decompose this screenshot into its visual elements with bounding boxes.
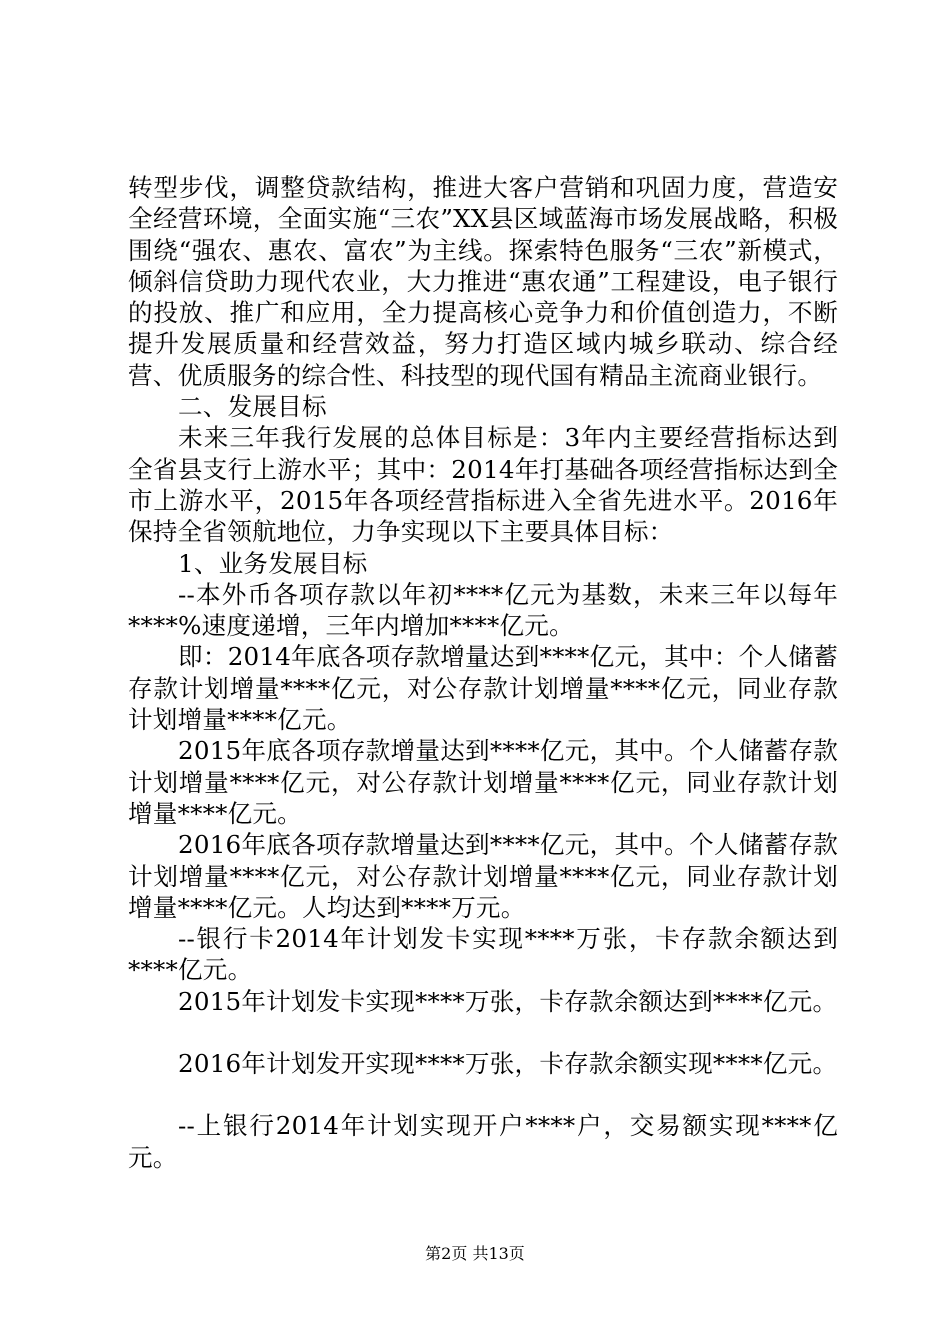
heading-business-goals: 1、业务发展目标 xyxy=(178,548,368,578)
paragraph-deposit-2016: 2016年底各项存款增量达到****亿元，其中。个人储蓄存款计划增量****亿元，对公存款计划增量****亿元，同业存款计划增量****亿元。人均达到****万元。 xyxy=(128,830,838,922)
paragraph-deposit-2014: 即：2014年底各项存款增量达到****亿元，其中：个人储蓄存款计划增量****亿元，对公存款计划增量****亿元，同业存款计划增量****亿元。 xyxy=(128,642,838,735)
paragraph-overall-goal: 未来三年我行发展的总体目标是：3年内主要经营指标达到全省县支行上游水平；其中：2014年打基础各项经营指标达到全市上游水平，2015年各项经营指标进入全省先进水平。2016年保持全省领航地位，力争实现以下主要具体目标： xyxy=(128,423,838,547)
body-text xyxy=(128,172,838,1173)
paragraph-deposit-2015: 2015年底各项存款增量达到****亿元，其中。个人储蓄存款计划增量****亿元，对公存款计划增量****亿元，同业存款计划增量****亿元。 xyxy=(128,736,838,828)
paragraph-strategy-continued: 转型步伐，调整贷款结构，推进大客户营销和巩固力度，营造安全经营环境，全面实施“三农”XX县区域蓝海市场发展战略，积极围绕“强农、惠农、富农”为主线。探索特色服务“三农”新模式，倾斜信贷助力现代农业，大力推进“惠农通”工程建设，电子银行的投放、推广和应用，全力提高核心竞争力和价值创造力，不断提升发展质量和经营效益，努力打造区域内城乡联动、综合经营、优质服务的综合性、科技型的现代国有精品主流商业银行。 xyxy=(128,173,838,390)
heading-development-goals: 二、发展目标 xyxy=(178,392,327,422)
page-number-footer: 第2页 共13页 xyxy=(425,1244,525,1263)
blank-line xyxy=(128,1079,838,1110)
paragraph-card-2014: --银行卡2014年计划发卡实现****万张，卡存款余额达到****亿元。 xyxy=(128,924,838,985)
paragraph-card-2015: 2015年计划发卡实现****万张，卡存款余额达到****亿元。 xyxy=(178,986,838,1016)
paragraph-card-2016: 2016年计划发开实现****万张，卡存款余额实现****亿元。 xyxy=(178,1049,838,1079)
blank-line xyxy=(128,1017,838,1048)
paragraph-online-banking-2014: --上银行2014年计划实现开户****户，交易额实现****亿元。 xyxy=(128,1111,838,1172)
paragraph-deposit-goal: --本外币各项存款以年初****亿元为基数，未来三年以每年****%速度递增，三年内增加****亿元。 xyxy=(128,579,838,641)
